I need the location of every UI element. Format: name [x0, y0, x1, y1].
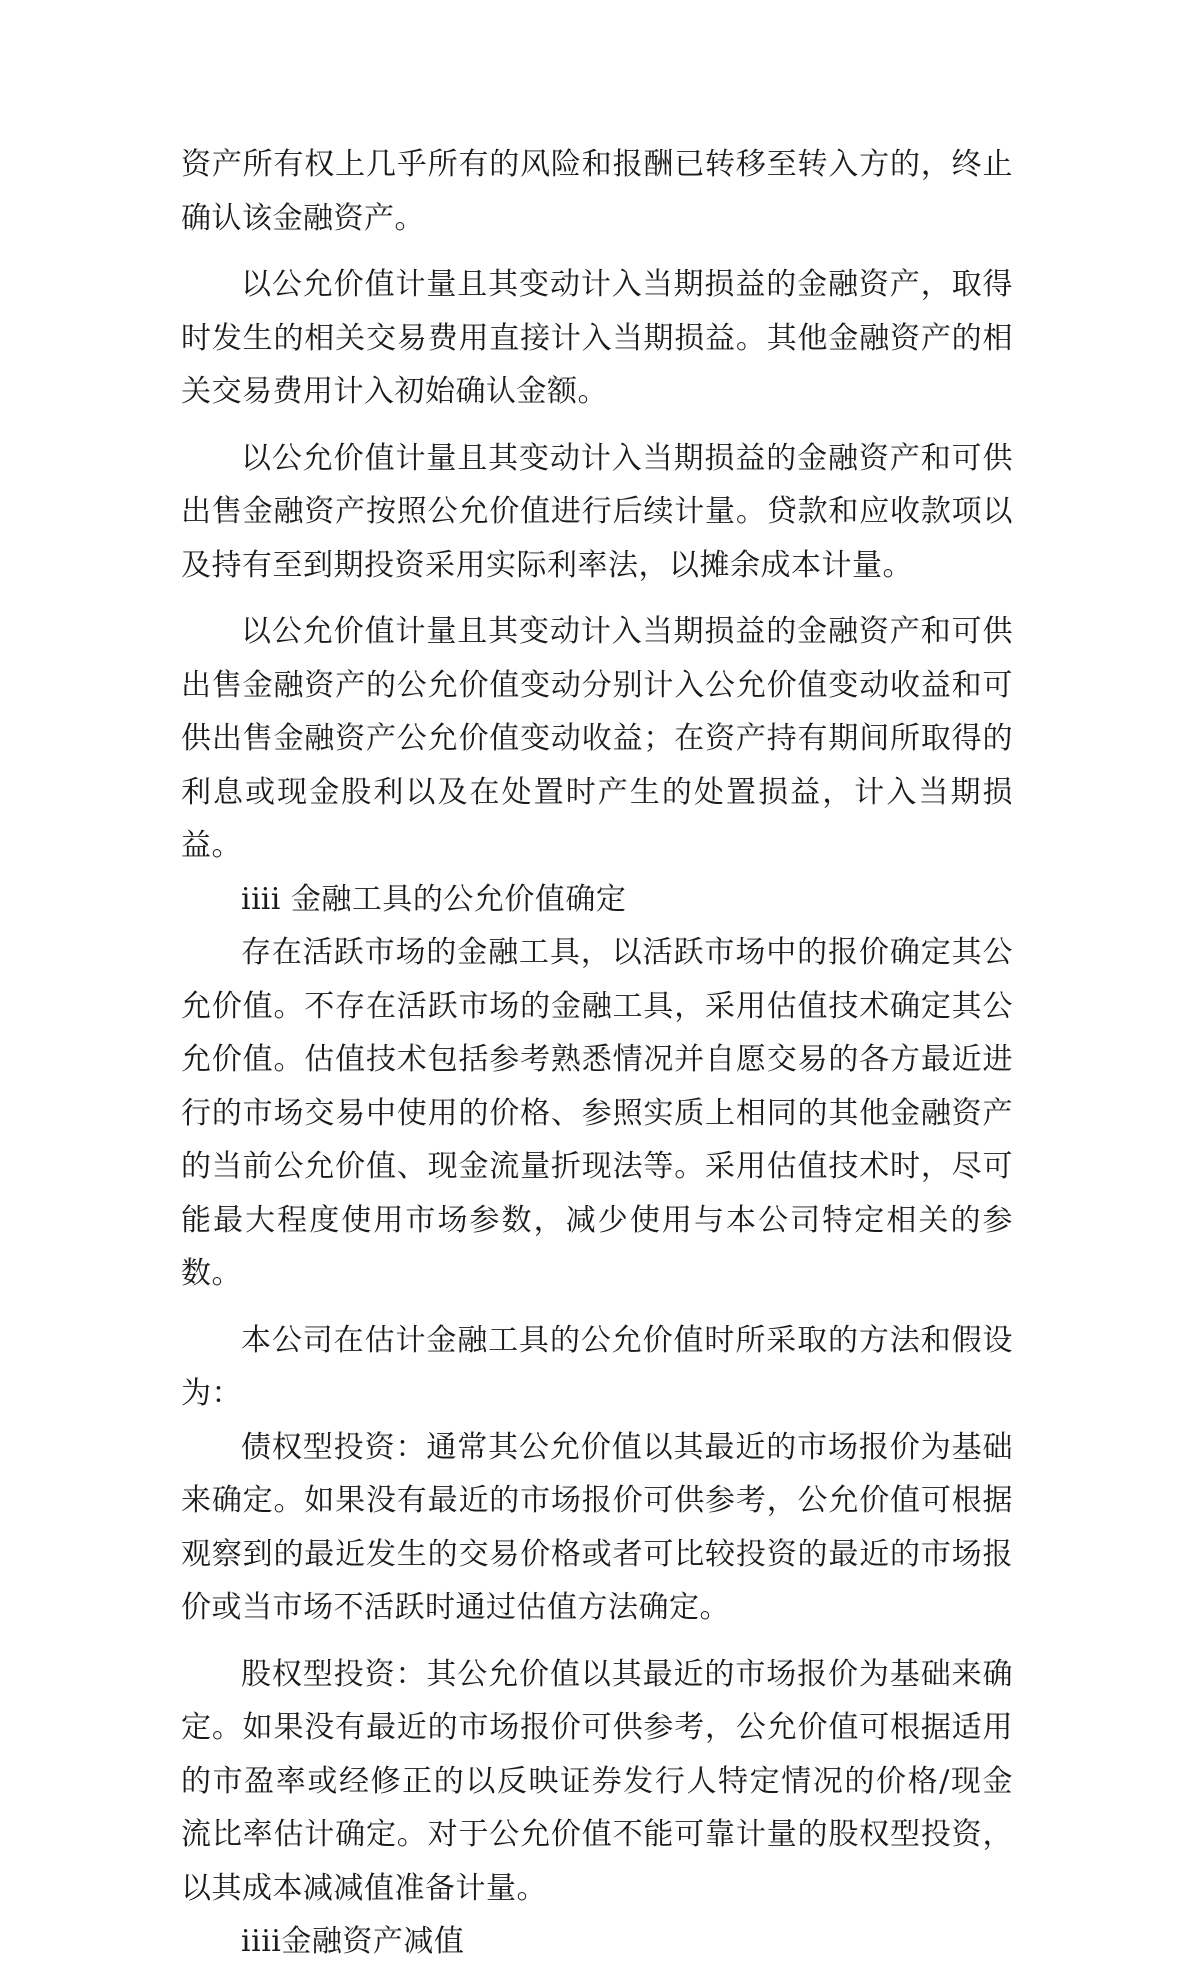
paragraph-equity-investment: 股权型投资：其公允价值以其最近的市场报价为基础来确定。如果没有最近的市场报价可供参考，公允价值可根据适用的市盈率或经修正的以反映证券发行人特定情况的价格/现金流比率估计确定。对于公允价值不能可靠计量的股权型投资，以其成本减减值准备计量。 [181, 1656, 1013, 1906]
paragraph-fair-value-changes: 以公允价值计量且其变动计入当期损益的金融资产和可供出售金融资产的公允价值变动分别计入公允价值变动收益和可供出售金融资产公允价值变动收益；在资产持有期间所取得的利息或现金股利以及在处置时产生的处置损益，计入当期损益。 [181, 614, 1013, 863]
paragraph-methods-assumptions: 本公司在估计金融工具的公允价值时所采取的方法和假设为： [181, 1322, 1013, 1411]
section-heading-impairment: iiⅰi金融资产减值 [241, 1924, 465, 1959]
section-heading-fair-value: iⅱi 金融工具的公允价值确定 [241, 881, 627, 917]
paragraph-subsequent-measurement: 以公允价值计量且其变动计入当期损益的金融资产和可供出售金融资产按照公允价值进行后续计量。贷款和应收款项以及持有至到期投资采用实际利率法，以摊余成本计量。 [181, 440, 1013, 583]
paragraph-fair-value-determination: 存在活跃市场的金融工具，以活跃市场中的报价确定其公允价值。不存在活跃市场的金融工具，采用估值技术确定其公允价值。估值技术包括参考熟悉情况并自愿交易的各方最近进行的市场交易中使用的价格、参照实质上相同的其他金融资产的当前公允价值、现金流量折现法等。采用估值技术时，尽可能最大程度使用市场参数，减少使用与本公司特定相关的参数。 [181, 935, 1013, 1291]
paragraph-derecognition: 资产所有权上几乎所有的风险和报酬已转移至转入方的，终止确认该金融资产。 [181, 147, 1013, 236]
paragraph-initial-measurement: 以公允价值计量且其变动计入当期损益的金融资产，取得时发生的相关交易费用直接计入当期损益。其他金融资产的相关交易费用计入初始确认金额。 [181, 267, 1013, 409]
document-page [181, 138, 1013, 1969]
paragraph-debt-investment: 债权型投资：通常其公允价值以其最近的市场报价为基础来确定。如果没有最近的市场报价可供参考，公允价值可根据观察到的最近发生的交易价格或者可比较投资的最近的市场报价或当市场不活跃时通过估值方法确定。 [181, 1429, 1013, 1625]
